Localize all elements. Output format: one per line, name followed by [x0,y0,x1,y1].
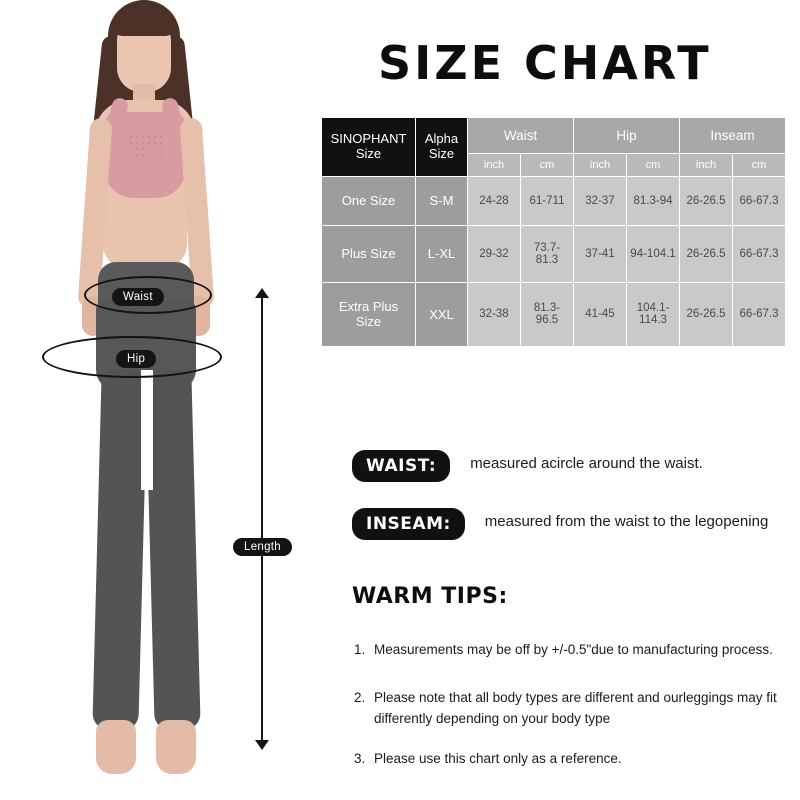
tip-number: 1. [354,642,366,657]
cell-inseam-cm: 66-67.3 [733,282,786,346]
header-waist-cm: cm [521,154,574,177]
leg-gap [141,370,153,490]
cell-waist-cm: 81.3-96.5 [521,282,574,346]
size-table [321,117,786,347]
row-alpha-label: XXL [416,282,468,346]
header-hip-cm: cm [627,154,680,177]
cell-inseam-cm: 66-67.3 [733,177,786,226]
cell-inseam-inch: 26-26.5 [680,282,733,346]
bra-mesh-detail [128,134,162,160]
row-size-label: One Size [322,177,416,226]
definition-inseam [352,508,768,540]
cell-inseam-inch: 26-26.5 [680,225,733,282]
header-waist: Waist [468,118,574,154]
tip-text: Measurements may be off by +/-0.5"due to manufacturing process. [374,642,773,657]
length-measure-line [261,296,263,746]
cell-waist-inch: 24-28 [468,177,521,226]
header-inseam: Inseam [680,118,786,154]
tip-text: Please use this chart only as a reference. [374,751,622,766]
header-hip-inch: inch [574,154,627,177]
header-waist-inch: inch [468,154,521,177]
length-callout-label: Length [233,538,292,556]
waist-definition-label: WAIST: [352,450,450,482]
row-size-label: Extra Plus Size [322,282,416,346]
header-brand-size: SINOPHANT Size [322,118,416,177]
hip-callout-label: Hip [116,350,156,368]
cell-hip-inch: 37-41 [574,225,627,282]
header-alpha-size: Alpha Size [416,118,468,177]
warm-tip-item [354,688,784,730]
cell-waist-inch: 29-32 [468,225,521,282]
table-row [322,282,786,346]
page-title: SIZE CHART [378,36,712,90]
model-illustration [0,0,320,800]
legging-leg-right [145,369,200,730]
header-inseam-inch: inch [680,154,733,177]
foot-right [156,720,196,774]
warm-tip-item [354,749,784,770]
hair-fringe [112,6,176,36]
waist-definition-text: measured acircle around the waist. [470,455,703,472]
header-hip: Hip [574,118,680,154]
definition-waist [352,450,703,482]
cell-hip-cm: 104.1-114.3 [627,282,680,346]
table-row [322,177,786,226]
foot-left [96,720,136,774]
table-header-row [322,118,786,154]
legging-leg-left [92,369,147,730]
warm-tip-item [354,640,784,661]
cell-inseam-cm: 66-67.3 [733,225,786,282]
row-size-label: Plus Size [322,225,416,282]
table-row [322,225,786,282]
cell-hip-inch: 32-37 [574,177,627,226]
inseam-definition-label: INSEAM: [352,508,465,540]
cell-hip-cm: 81.3-94 [627,177,680,226]
cell-hip-cm: 94-104.1 [627,225,680,282]
row-alpha-label: L-XL [416,225,468,282]
cell-waist-inch: 32-38 [468,282,521,346]
cell-waist-cm: 61-711 [521,177,574,226]
tip-number: 2. [354,690,366,705]
length-arrow-bottom-icon [255,740,269,750]
warm-tips-title: WARM TIPS: [352,584,508,609]
tip-number: 3. [354,751,366,766]
cell-inseam-inch: 26-26.5 [680,177,733,226]
inseam-definition-text: measured from the waist to the legopening [484,513,769,530]
waist-callout-label: Waist [112,288,164,306]
chart-content [320,0,800,800]
size-table-container [321,117,785,347]
tip-text: Please note that all body types are different and ourleggings may fit differently depending on your body type [374,690,777,726]
row-alpha-label: S-M [416,177,468,226]
cell-hip-inch: 41-45 [574,282,627,346]
cell-waist-cm: 73.7-81.3 [521,225,574,282]
header-inseam-cm: cm [733,154,786,177]
